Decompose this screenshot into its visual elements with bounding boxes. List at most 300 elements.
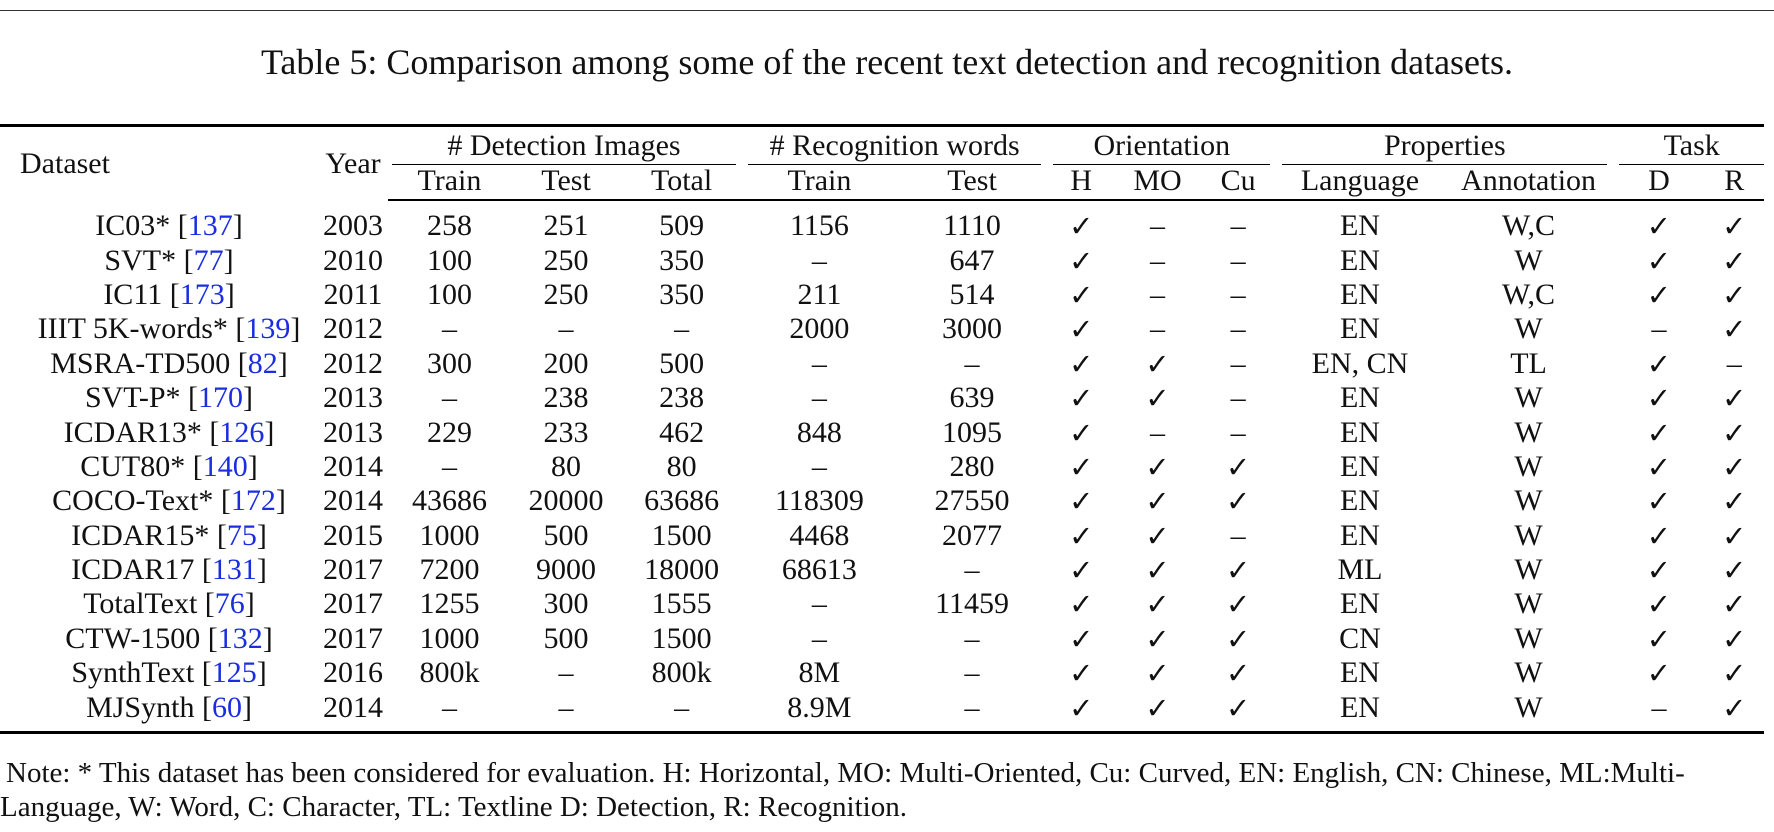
dataset-name-cell <box>0 312 318 346</box>
annotation-cell: W <box>1514 518 1543 552</box>
dataset-name: ICDAR17 [ <box>71 553 212 587</box>
det-test-cell: – <box>558 656 574 690</box>
detection-task-cell: ✓ <box>1646 553 1672 588</box>
recognition-task-cell: ✓ <box>1722 415 1747 450</box>
citation-close: ] <box>244 587 255 621</box>
dataset-name-cell <box>0 415 318 449</box>
language-cell: EN <box>1339 243 1380 277</box>
detection-task-cell: ✓ <box>1646 621 1672 656</box>
citation-link[interactable]: 140 <box>202 449 248 483</box>
multi-oriented-cell: – <box>1150 277 1166 311</box>
table-row <box>0 484 1764 518</box>
dataset-name: IIIT 5K-words* [ <box>37 312 246 346</box>
recognition-task-cell: ✓ <box>1722 587 1747 622</box>
horizontal-cell: ✓ <box>1069 277 1094 312</box>
curved-cell: – <box>1230 277 1246 311</box>
rec-test-cell: – <box>964 621 980 655</box>
multi-oriented-cell: – <box>1150 243 1166 277</box>
annotation-cell: W <box>1514 449 1543 483</box>
table-row <box>0 200 1764 243</box>
recognition-task-cell: ✓ <box>1722 449 1747 484</box>
header-h: H <box>1047 165 1115 200</box>
annotation-cell: W <box>1514 415 1543 449</box>
horizontal-cell: ✓ <box>1069 621 1094 656</box>
annotation-cell: W <box>1514 587 1543 621</box>
table-row <box>0 312 1764 346</box>
header-group-task <box>1613 126 1764 166</box>
citation-link[interactable]: 139 <box>245 312 291 346</box>
citation-close: ] <box>262 621 273 655</box>
header-group-detection <box>388 126 742 166</box>
year-cell: 2014 <box>322 449 383 483</box>
year-cell: 2012 <box>322 312 383 346</box>
year-cell: 2013 <box>322 415 383 449</box>
citation-close: ] <box>275 484 286 518</box>
det-total-cell: 18000 <box>644 553 720 587</box>
rec-test-cell: 1095 <box>942 415 1003 449</box>
det-test-cell: 250 <box>543 243 589 277</box>
citation-close: ] <box>290 312 301 346</box>
recognition-task-cell: ✓ <box>1722 518 1747 553</box>
rec-train-cell: – <box>811 621 827 655</box>
det-train-cell: 100 <box>426 243 472 277</box>
det-test-cell: – <box>558 312 574 346</box>
det-train-cell: 1000 <box>419 518 480 552</box>
citation-link[interactable]: 77 <box>193 243 224 277</box>
citation-close: ] <box>277 346 288 380</box>
detection-task-cell: – <box>1651 312 1667 346</box>
header-det-test: Test <box>511 165 621 200</box>
language-cell: EN <box>1339 656 1380 690</box>
recognition-task-cell: ✓ <box>1722 209 1747 244</box>
year-cell: 2015 <box>322 518 383 552</box>
horizontal-cell: ✓ <box>1069 243 1094 278</box>
rec-test-cell: 639 <box>949 381 995 415</box>
rec-train-cell: – <box>811 381 827 415</box>
curved-cell: ✓ <box>1225 587 1251 622</box>
citation-link[interactable]: 173 <box>179 277 225 311</box>
horizontal-cell: ✓ <box>1069 312 1094 347</box>
multi-oriented-cell: ✓ <box>1145 656 1170 691</box>
citation-link[interactable]: 132 <box>217 621 263 655</box>
det-test-cell: 251 <box>543 209 589 243</box>
table-row <box>0 622 1764 656</box>
rec-test-cell: – <box>897 690 1048 732</box>
header-annotation: Annotation <box>1444 165 1614 200</box>
det-total-cell: 80 <box>666 449 697 483</box>
dataset-name: ICDAR13* [ <box>63 415 220 449</box>
det-test-cell: 250 <box>543 277 589 311</box>
header-det-total: Total <box>621 165 742 200</box>
language-cell: EN <box>1276 690 1443 732</box>
det-train-cell: 43686 <box>411 484 487 518</box>
annotation-cell: W <box>1514 243 1543 277</box>
language-cell: EN <box>1339 209 1380 243</box>
annotation-cell: TL <box>1510 346 1547 380</box>
curved-cell: ✓ <box>1225 553 1251 588</box>
recognition-task-cell: ✓ <box>1722 312 1747 347</box>
header-mo: MO <box>1115 165 1200 200</box>
header-rec-train: Train <box>742 165 897 200</box>
detection-task-cell: ✓ <box>1646 587 1672 622</box>
language-cell: EN <box>1339 518 1380 552</box>
det-total-cell: 462 <box>659 415 705 449</box>
language-cell: EN <box>1339 415 1380 449</box>
horizontal-cell: ✓ <box>1069 346 1094 381</box>
table-note <box>0 756 1768 824</box>
dataset-name-cell <box>0 656 318 690</box>
curved-cell: ✓ <box>1225 656 1251 691</box>
det-train-cell: – <box>441 449 457 483</box>
dataset-name-cell <box>0 347 318 381</box>
dataset-name-cell <box>0 243 318 277</box>
detection-task-cell: – <box>1613 690 1704 732</box>
multi-oriented-cell: ✓ <box>1145 381 1170 416</box>
header-group-task-label: Task <box>1619 129 1764 165</box>
rec-test-cell: – <box>964 346 980 380</box>
curved-cell: – <box>1230 243 1246 277</box>
multi-oriented-cell: ✓ <box>1115 690 1200 732</box>
dataset-name-cell <box>0 450 318 484</box>
annotation-cell: W <box>1514 656 1543 690</box>
dataset-name: COCO-Text* [ <box>52 484 231 518</box>
horizontal-cell: ✓ <box>1069 381 1094 416</box>
det-test-cell: 80 <box>551 449 582 483</box>
dataset-name: IC03* [ <box>95 208 188 242</box>
header-year: Year <box>318 126 388 201</box>
citation-close: ] <box>247 449 258 483</box>
citation-link[interactable]: 170 <box>198 381 244 415</box>
header-group-orientation-label: Orientation <box>1053 129 1270 165</box>
det-train-cell: 800k <box>419 656 480 690</box>
citation-link[interactable]: 126 <box>219 415 265 449</box>
det-total-cell: 63686 <box>644 484 720 518</box>
header-group-detection-label: # Detection Images <box>392 129 736 165</box>
detection-task-cell: ✓ <box>1646 277 1672 312</box>
multi-oriented-cell: – <box>1150 312 1166 346</box>
horizontal-cell: ✓ <box>1069 587 1094 622</box>
dataset-name: CTW-1500 [ <box>65 621 218 655</box>
det-train-cell: 7200 <box>419 553 480 587</box>
horizontal-cell: ✓ <box>1069 518 1094 553</box>
rec-train-cell: – <box>811 243 827 277</box>
citation-close: ] <box>223 243 234 277</box>
header-group-recognition-label: # Recognition words <box>748 129 1041 165</box>
citation-link[interactable]: 137 <box>187 208 233 242</box>
rec-test-cell: 11459 <box>935 587 1009 621</box>
annotation-cell: W <box>1444 690 1614 732</box>
citation-link[interactable]: 60 <box>211 690 242 724</box>
header-d: D <box>1613 165 1704 200</box>
annotation-cell: W <box>1514 553 1543 587</box>
rec-test-cell: – <box>964 656 980 690</box>
rec-train-cell: 8.9M <box>742 690 897 732</box>
curved-cell: ✓ <box>1200 690 1276 732</box>
header-group-properties <box>1276 126 1613 166</box>
det-train-cell: 258 <box>426 209 472 243</box>
citation-close: ] <box>256 553 267 587</box>
year-cell: 2017 <box>322 621 383 655</box>
detection-task-cell: ✓ <box>1646 518 1672 553</box>
annotation-cell: W <box>1514 312 1543 346</box>
detection-task-cell: ✓ <box>1646 415 1672 450</box>
det-train-cell: 1255 <box>419 587 480 621</box>
rec-test-cell: 3000 <box>942 312 1003 346</box>
dataset-name: ICDAR15* [ <box>71 518 227 552</box>
header-group-recognition <box>742 126 1047 166</box>
multi-oriented-cell: ✓ <box>1145 346 1170 381</box>
citation-link[interactable]: 75 <box>226 518 257 552</box>
det-total-cell: 1500 <box>651 518 712 552</box>
table-row <box>0 690 1764 732</box>
curved-cell: – <box>1230 312 1246 346</box>
rec-test-cell: 280 <box>949 449 995 483</box>
det-total-cell: – <box>674 312 690 346</box>
det-total-cell: 500 <box>659 346 705 380</box>
multi-oriented-cell: ✓ <box>1145 484 1170 519</box>
table-body <box>0 200 1764 732</box>
annotation-cell: W <box>1514 381 1543 415</box>
citation-link[interactable]: 76 <box>214 587 245 621</box>
citation-close: ] <box>224 277 235 311</box>
horizontal-cell: ✓ <box>1069 484 1094 519</box>
horizontal-cell: ✓ <box>1069 449 1094 484</box>
table-note-line-2: Language, W: Word, C: Character, TL: Textline D: Detection, R: Recognition. <box>0 791 907 823</box>
dataset-name-cell <box>0 690 318 732</box>
year-cell: 2014 <box>322 484 383 518</box>
horizontal-cell: ✓ <box>1069 209 1094 244</box>
detection-task-cell: ✓ <box>1646 209 1672 244</box>
dataset-name: SVT* [ <box>104 243 194 277</box>
dataset-name-cell <box>0 587 318 621</box>
table-row <box>0 381 1764 415</box>
det-test-cell: 500 <box>543 518 589 552</box>
det-train-cell: 100 <box>426 277 472 311</box>
rec-test-cell: 647 <box>949 243 995 277</box>
det-total-cell: 1500 <box>651 621 712 655</box>
multi-oriented-cell: ✓ <box>1145 449 1170 484</box>
table-row <box>0 587 1764 621</box>
rec-train-cell: 1156 <box>789 209 849 243</box>
rec-train-cell: 8M <box>798 656 841 690</box>
table-row <box>0 519 1764 553</box>
curved-cell: – <box>1230 415 1246 449</box>
det-test-cell: 300 <box>543 587 589 621</box>
recognition-task-cell: ✓ <box>1722 277 1747 312</box>
table-header <box>0 126 1764 201</box>
table-row <box>0 450 1764 484</box>
multi-oriented-cell: ✓ <box>1145 553 1170 588</box>
rec-train-cell: – <box>811 587 827 621</box>
year-cell: 2017 <box>322 553 383 587</box>
table-caption: Table 5: Comparison among some of the recent text detection and recognition datasets. <box>260 42 1514 82</box>
curved-cell: ✓ <box>1225 449 1251 484</box>
multi-oriented-cell: – <box>1150 415 1166 449</box>
rec-train-cell: 68613 <box>781 553 857 587</box>
curved-cell: – <box>1230 209 1246 243</box>
horizontal-cell: ✓ <box>1069 553 1094 588</box>
dataset-name-cell <box>0 484 318 518</box>
det-test-cell: 238 <box>543 381 589 415</box>
datasets-table <box>0 124 1764 734</box>
rec-train-cell: 4468 <box>789 518 850 552</box>
language-cell: ML <box>1337 553 1383 587</box>
det-train-cell: – <box>388 690 511 732</box>
dataset-name: CUT80* [ <box>80 449 203 483</box>
det-total-cell: 509 <box>659 209 705 243</box>
multi-oriented-cell: ✓ <box>1145 587 1170 622</box>
rec-test-cell: 2077 <box>942 518 1003 552</box>
horizontal-cell: ✓ <box>1047 690 1115 732</box>
det-test-cell: 9000 <box>536 553 597 587</box>
header-cu: Cu <box>1200 165 1276 200</box>
year-cell: 2017 <box>322 587 383 621</box>
citation-close: ] <box>241 690 252 724</box>
language-cell: EN, CN <box>1311 346 1409 380</box>
rec-test-cell: 27550 <box>934 484 1010 518</box>
det-test-cell: 20000 <box>528 484 604 518</box>
det-total-cell: – <box>621 690 742 732</box>
det-test-cell: – <box>511 690 621 732</box>
citation-link[interactable]: 82 <box>247 346 278 380</box>
multi-oriented-cell: – <box>1150 209 1166 243</box>
dataset-name-cell <box>0 278 318 312</box>
language-cell: EN <box>1339 587 1380 621</box>
citation-link[interactable]: 131 <box>211 553 257 587</box>
curved-cell: – <box>1230 518 1246 552</box>
citation-close: ] <box>256 518 267 552</box>
language-cell: CN <box>1339 621 1381 655</box>
year-cell: 2003 <box>322 208 383 242</box>
det-total-cell: 350 <box>659 243 705 277</box>
det-total-cell: 1555 <box>651 587 712 621</box>
table-row <box>0 347 1764 381</box>
year-cell: 2014 <box>318 690 388 732</box>
dataset-name-cell <box>0 519 318 553</box>
det-train-cell: 1000 <box>419 621 480 655</box>
rec-train-cell: – <box>811 346 827 380</box>
det-train-cell: 229 <box>426 415 472 449</box>
rec-test-cell: 1110 <box>943 209 1001 243</box>
det-total-cell: 350 <box>659 277 705 311</box>
year-cell: 2011 <box>323 277 383 311</box>
recognition-task-cell: ✓ <box>1722 484 1747 519</box>
table-row <box>0 278 1764 312</box>
det-total-cell: 800k <box>651 656 712 690</box>
curved-cell: ✓ <box>1225 484 1251 519</box>
dataset-name-cell <box>0 622 318 656</box>
horizontal-cell: ✓ <box>1069 415 1094 450</box>
table-row <box>0 415 1764 449</box>
annotation-cell: W,C <box>1502 209 1556 243</box>
detection-task-cell: ✓ <box>1646 346 1672 381</box>
rec-test-cell: – <box>964 553 980 587</box>
curved-cell: – <box>1230 381 1246 415</box>
header-group-properties-label: Properties <box>1282 129 1607 165</box>
table-row <box>0 553 1764 587</box>
year-cell: 2013 <box>322 381 383 415</box>
det-train-cell: – <box>441 312 457 346</box>
det-total-cell: 238 <box>659 381 705 415</box>
dataset-name: MJSynth [ <box>86 690 212 724</box>
rec-train-cell: 118309 <box>774 484 864 518</box>
dataset-name: IC11 [ <box>103 277 180 311</box>
multi-oriented-cell: ✓ <box>1145 621 1170 656</box>
annotation-cell: W <box>1514 621 1543 655</box>
dataset-name: MSRA-TD500 [ <box>50 346 248 380</box>
recognition-task-cell: ✓ <box>1722 656 1747 691</box>
language-cell: EN <box>1339 312 1380 346</box>
recognition-task-cell: ✓ <box>1722 621 1747 656</box>
curved-cell: ✓ <box>1225 621 1251 656</box>
det-train-cell: 300 <box>426 346 472 380</box>
citation-link[interactable]: 125 <box>211 656 257 690</box>
detection-task-cell: ✓ <box>1646 381 1672 416</box>
table-note-line-1: Note: * This dataset has been considered for evaluation. H: Horizontal, MO: Multi-Oriented, Cu: Curved, EN: English, CN: Chinese, ML:Multi- <box>6 757 1685 789</box>
table-row <box>0 656 1764 690</box>
curved-cell: – <box>1230 346 1246 380</box>
detection-task-cell: ✓ <box>1646 243 1672 278</box>
header-rec-test: Test <box>897 165 1048 200</box>
citation-close: ] <box>264 415 275 449</box>
header-dataset: Dataset <box>0 126 318 201</box>
dataset-name: TotalText [ <box>83 587 215 621</box>
annotation-cell: W <box>1514 484 1543 518</box>
citation-close: ] <box>232 208 243 242</box>
citation-link[interactable]: 172 <box>230 484 276 518</box>
det-test-cell: 233 <box>543 415 589 449</box>
detection-task-cell: ✓ <box>1646 449 1672 484</box>
citation-close: ] <box>243 381 254 415</box>
header-det-train: Train <box>388 165 511 200</box>
horizontal-cell: ✓ <box>1069 656 1094 691</box>
year-cell: 2016 <box>322 656 383 690</box>
rec-train-cell: 2000 <box>789 312 850 346</box>
dataset-name-cell <box>0 381 318 415</box>
language-cell: EN <box>1339 277 1380 311</box>
recognition-task-cell: ✓ <box>1722 381 1747 416</box>
language-cell: EN <box>1339 449 1380 483</box>
dataset-name: SynthText [ <box>71 656 212 690</box>
rec-train-cell: 848 <box>796 415 842 449</box>
rec-train-cell: 211 <box>797 277 842 311</box>
recognition-task-cell: ✓ <box>1705 690 1764 732</box>
header-language: Language <box>1276 165 1443 200</box>
recognition-task-cell: ✓ <box>1722 553 1747 588</box>
rec-test-cell: 514 <box>949 277 995 311</box>
header-r: R <box>1705 165 1764 200</box>
top-rule <box>0 10 1774 11</box>
annotation-cell: W,C <box>1502 277 1556 311</box>
dataset-name: SVT-P* [ <box>84 381 199 415</box>
table-row <box>0 243 1764 277</box>
header-group-orientation <box>1047 126 1276 166</box>
det-test-cell: 500 <box>543 621 589 655</box>
detection-task-cell: ✓ <box>1646 656 1672 691</box>
detection-task-cell: ✓ <box>1646 484 1672 519</box>
det-train-cell: – <box>441 381 457 415</box>
rec-train-cell: – <box>811 449 827 483</box>
year-cell: 2012 <box>322 346 383 380</box>
language-cell: EN <box>1339 381 1380 415</box>
dataset-name-cell <box>0 553 318 587</box>
year-cell: 2010 <box>322 243 383 277</box>
language-cell: EN <box>1339 484 1380 518</box>
recognition-task-cell: ✓ <box>1722 243 1747 278</box>
citation-close: ] <box>256 656 267 690</box>
dataset-name-cell <box>0 200 318 243</box>
det-test-cell: 200 <box>543 346 589 380</box>
